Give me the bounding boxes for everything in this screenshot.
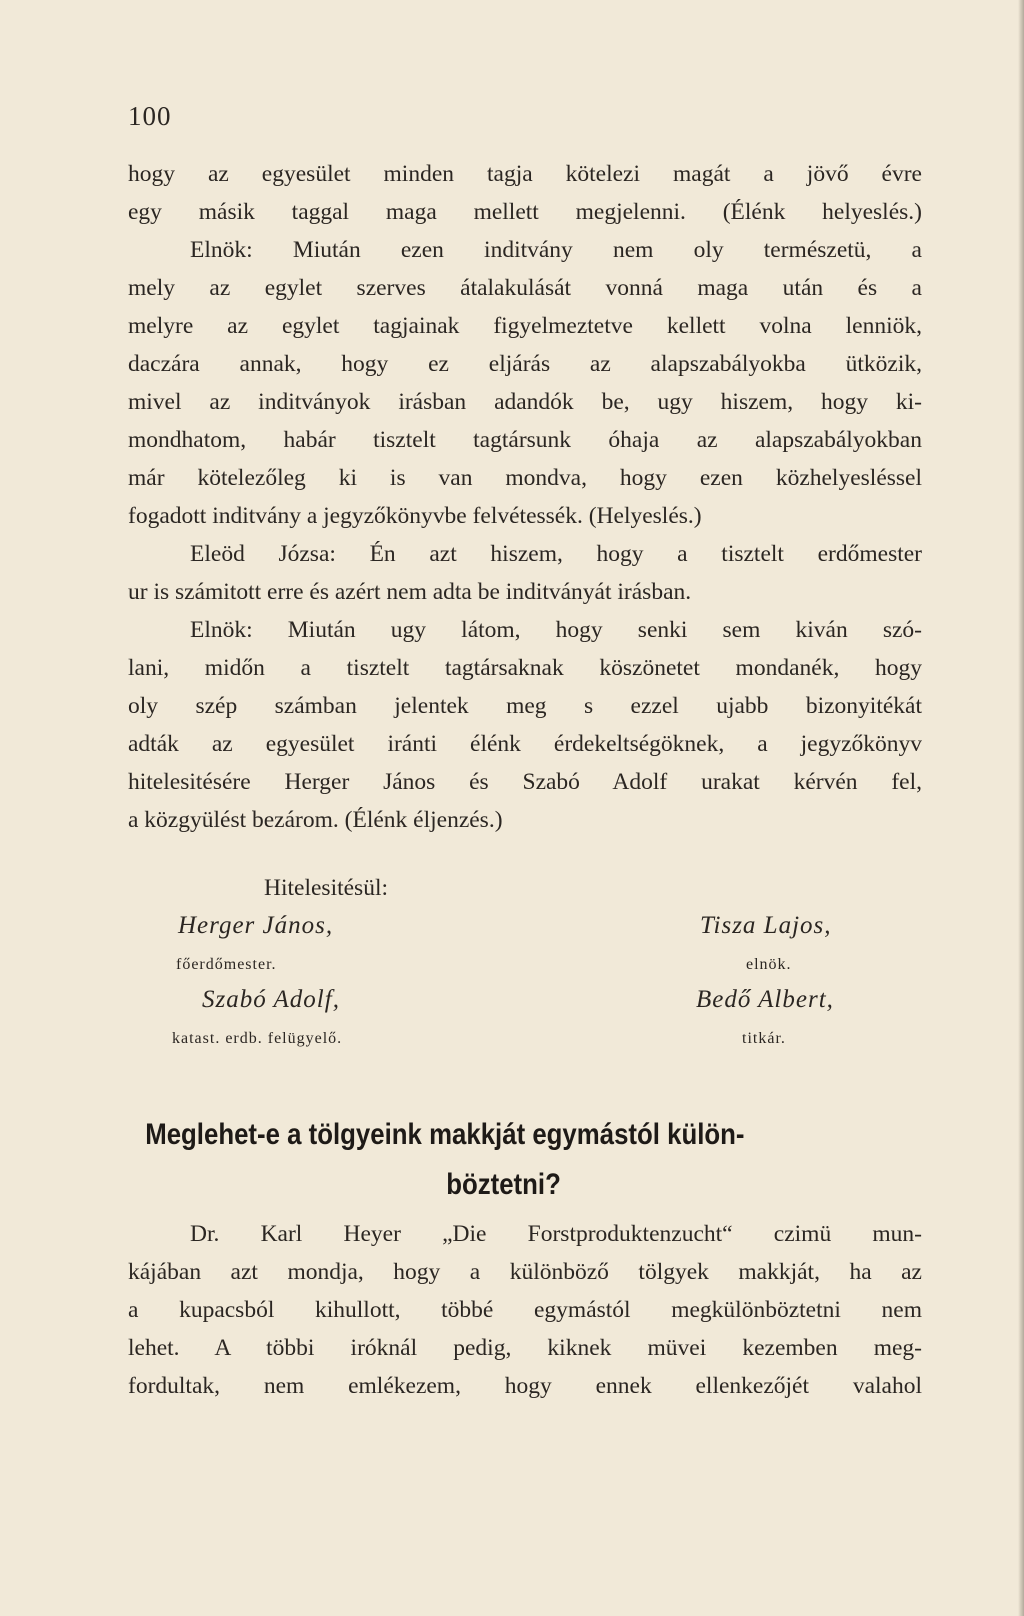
text-line: Elnök: Miután ugy látom, hogy senki sem kiván szó- <box>190 617 922 643</box>
signature-name: Szabó Adolf, <box>202 986 340 1013</box>
page-number: 100 <box>128 101 172 131</box>
signature-title: katast. erdb. felügyelő. <box>172 1030 343 1047</box>
signature-title-row <box>128 948 922 982</box>
text-line: lani, midőn a tisztelt tagtársaknak köszönetet mondanék, hogy <box>128 655 922 681</box>
text-line: mivel az inditványok irásban adandók be, ugy hiszem, hogy ki- <box>128 389 922 415</box>
signature-row <box>128 982 922 1022</box>
text-line: ur is számitott erre és azért nem adta be inditványát irásban. <box>128 579 692 605</box>
authentication-label: Hitelesitésül: <box>264 875 389 901</box>
text-line: a közgyülést bezárom. (Élénk éljenzés.) <box>128 807 503 833</box>
signature-title: főerdőmester. <box>176 956 277 973</box>
text-line: egy másik taggal maga mellett megjelenni. (Élénk helyeslés.) <box>128 199 922 225</box>
article-body <box>128 1215 922 1405</box>
signature-title: elnök. <box>746 956 792 973</box>
heading-line: Meglehet-e a tölgyeink makkját egymástól külön- <box>145 1118 745 1151</box>
text-line: fogadott inditvány a jegyzőkönyvbe felvétessék. (Helyeslés.) <box>128 503 702 529</box>
text-line: Elnök: Miután ezen inditvány nem oly természetü, a <box>190 237 922 263</box>
signature-title: titkár. <box>742 1030 786 1047</box>
signature-table <box>128 908 922 1056</box>
signature-row <box>128 908 922 948</box>
minutes-paragraph <box>128 155 922 839</box>
text-line: hitelesitésére Herger János és Szabó Adolf urakat kérvén fel, <box>128 769 922 795</box>
text-line: mondhatom, habár tisztelt tagtársunk óhaja az alapszabályokban <box>128 427 922 453</box>
text-line: Dr. Karl Heyer „Die Forstproduktenzucht“ czimü mun- <box>190 1221 922 1247</box>
text-line: fordultak, nem emlékezem, hogy ennek ellenkezőjét valahol <box>128 1373 922 1399</box>
text-line: adták az egyesület iránti élénk érdekeltségöknek, a jegyzőkönyv <box>128 731 922 757</box>
text-line: hogy az egyesület minden tagja kötelezi magát a jövő évre <box>128 161 922 187</box>
text-line: kájában azt mondja, hogy a különböző tölgyek makkját, ha az <box>128 1259 922 1285</box>
article-heading <box>128 1110 922 1210</box>
text-line: lehet. A többi iróknál pedig, kiknek müvei kezemben meg- <box>128 1335 922 1361</box>
heading-line: böztetni? <box>446 1168 561 1201</box>
signature-title-row <box>128 1022 922 1056</box>
text-line: mely az egylet szerves átalakulását vonná maga után és a <box>128 275 922 301</box>
text-line: Eleöd Józsa: Én azt hiszem, hogy a tisztelt erdőmester <box>190 541 922 567</box>
signature-name: Herger János, <box>178 912 334 939</box>
text-line: a kupacsból kihullott, többé egymástól megkülönböztetni nem <box>128 1297 922 1323</box>
text-line: daczára annak, hogy ez eljárás az alapszabályokba ütközik, <box>128 351 922 377</box>
page-edge-shadow <box>1018 0 1024 1616</box>
signature-name: Bedő Albert, <box>696 986 834 1013</box>
text-line: már kötelezőleg ki is van mondva, hogy ezen közhelyesléssel <box>128 465 922 491</box>
text-line: oly szép számban jelentek meg s ezzel ujabb bizonyitékát <box>128 693 922 719</box>
text-line: melyre az egylet tagjainak figyelmeztetve kellett volna lenniök, <box>128 313 922 339</box>
authentication-block <box>128 868 922 908</box>
signature-name: Tisza Lajos, <box>700 912 832 939</box>
